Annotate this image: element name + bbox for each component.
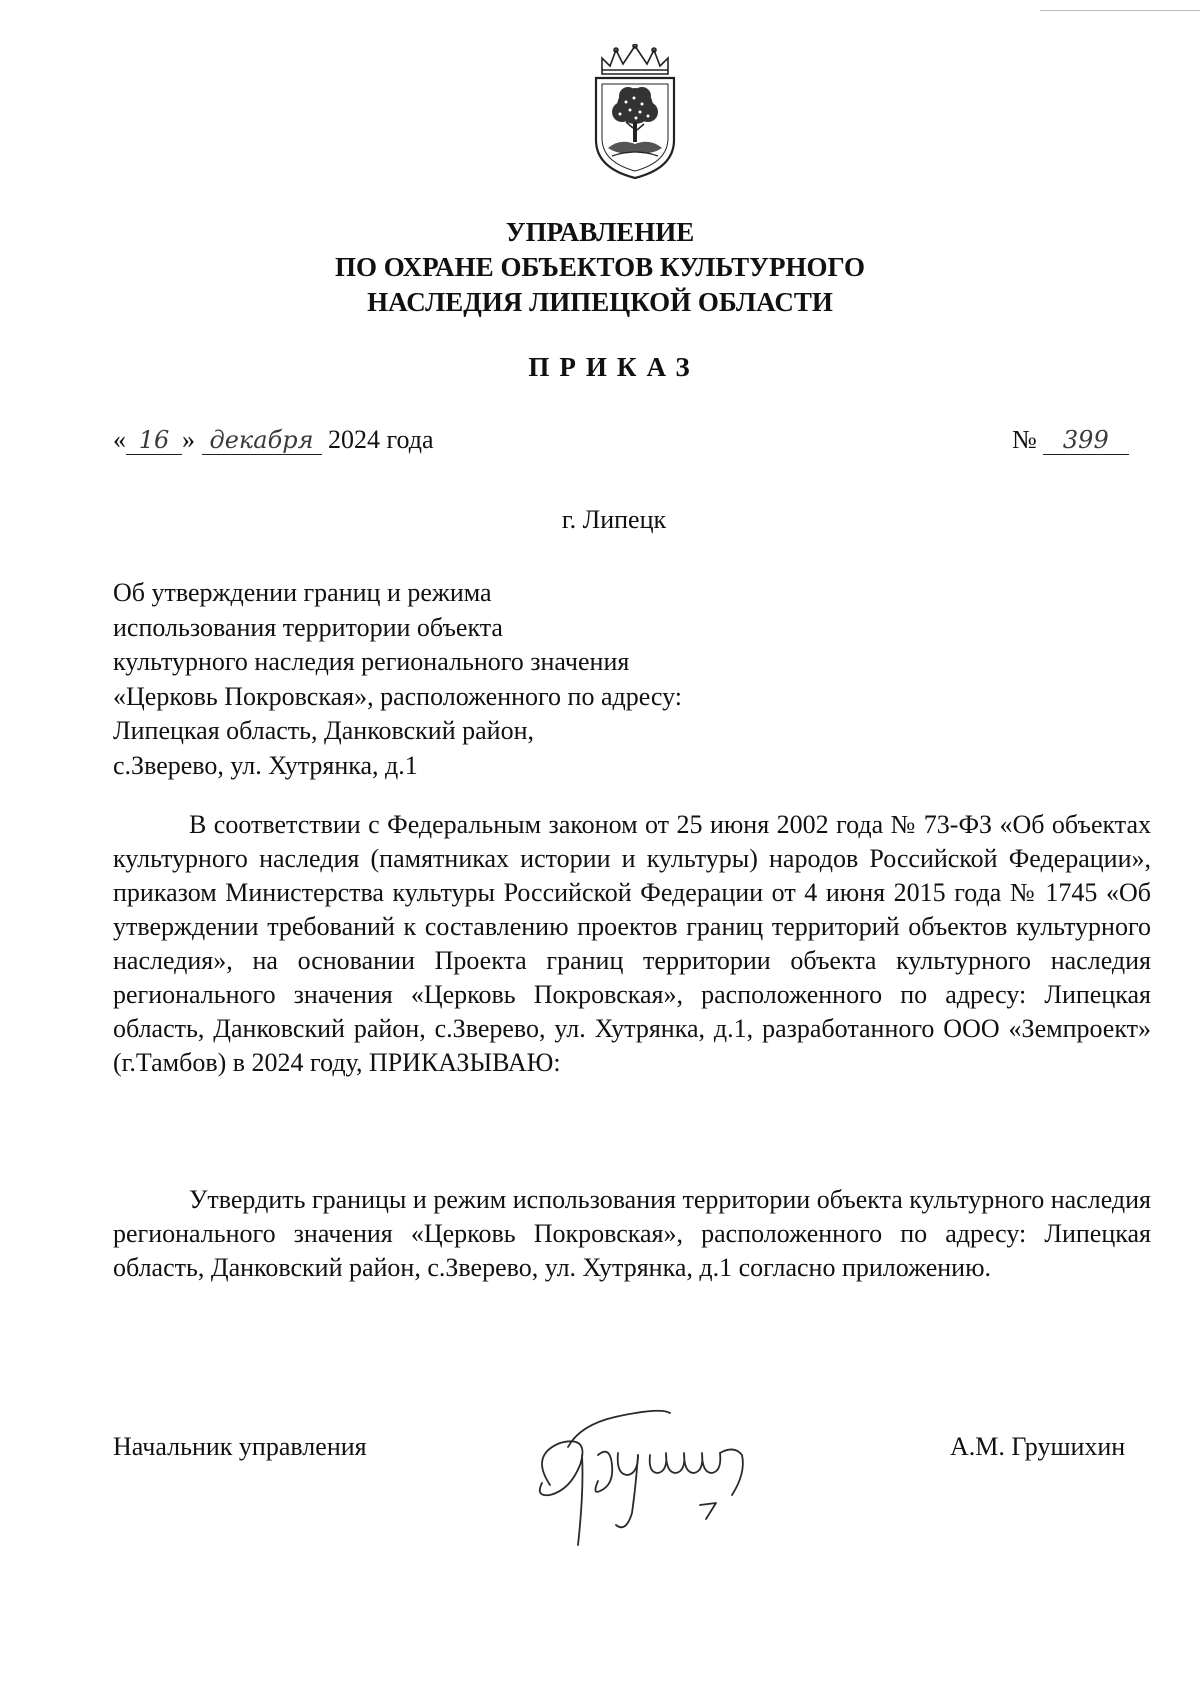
quote-open: « <box>113 425 126 454</box>
org-line-1: УПРАВЛЕНИЕ <box>505 217 695 247</box>
subject-line-2: использования территории объекта <box>113 612 503 642</box>
handwritten-signature <box>520 1395 820 1555</box>
subject-line-3: культурного наследия регионального значения <box>113 647 630 676</box>
signatory-title: Начальник управления <box>113 1432 367 1461</box>
subject-line-6: с.Зверево, ул. Хутрянка, д.1 <box>113 750 418 780</box>
org-line-2: ПО ОХРАНЕ ОБЪЕКТОВ КУЛЬТУРНОГО <box>335 252 865 282</box>
signatory-name: А.М. Грушихин <box>950 1432 1126 1461</box>
coat-of-arms-icon <box>590 44 680 180</box>
subject-line-4: «Церковь Покровская», расположенного по адресу: <box>113 681 683 711</box>
date-day: 16 <box>126 426 182 455</box>
date-month: декабря <box>202 426 322 455</box>
body-paragraph-legal-basis: В соответствии с Федеральным законом от 25 июня 2002 года № 73-ФЗ «Об объектах культурного наследия (памятниках истории и культуры) народов Российской Федерации», приказом Министерства культуры Российской Федерации от 4 июня 2015 года № 1745 «Об утверждении требований к составлению проектов границ территорий объектов культурного наследия», на основании Проекта границ территории объекта культурного наследия регионального значения «Церковь Покровская», расположенного по адресу: Липецкая область, Данковский район, с.Зверево, ул. Хутрянка, д.1, разработанного ООО «Земпроект» (г.Тамбов) в 2024 году, ПРИКАЗЫВАЮ: <box>113 810 1151 1077</box>
city: г. Липецк <box>561 505 667 534</box>
date-line <box>113 425 434 455</box>
number-label: № <box>1012 425 1037 454</box>
date-year: 2024 года <box>328 425 434 454</box>
order-subject <box>113 576 682 783</box>
subject-line-1: Об утверждении границ и режима <box>113 578 492 607</box>
quote-close: » <box>182 425 195 454</box>
org-line-3: НАСЛЕДИЯ ЛИПЕЦКОЙ ОБЛАСТИ <box>367 287 833 317</box>
order-number-line <box>1012 425 1129 455</box>
body-paragraph-decision: Утвердить границы и режим использования территории объекта культурного наследия регионального значения «Церковь Покровская», расположенного по адресу: Липецкая область, Данковский район, с.Зверево, ул. Хутрянка, д.1 согласно приложению. <box>113 1185 1151 1282</box>
organization-name <box>0 215 1200 320</box>
subject-line-5: Липецкая область, Данковский район, <box>113 716 535 745</box>
order-number: 399 <box>1043 426 1129 455</box>
document-type-title: ПРИКАЗ <box>528 352 700 382</box>
scan-artifact-line <box>1040 10 1200 11</box>
